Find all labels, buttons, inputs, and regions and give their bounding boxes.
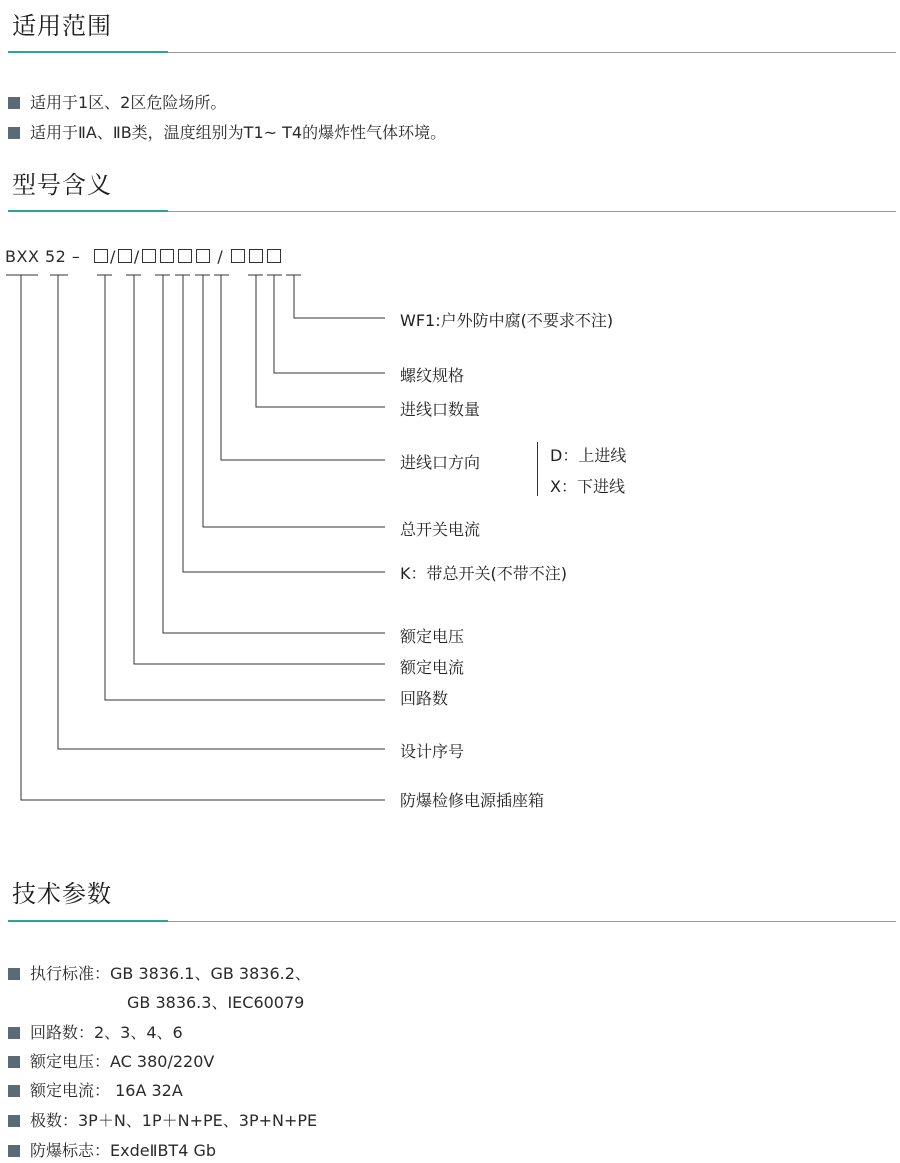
scope-item: 适用于ⅡA、ⅡB类，温度组别为T1~ T4的爆炸性气体环境。 — [8, 120, 446, 143]
model-title: 型号含义 — [12, 171, 112, 199]
model-code-prefix: BXX 52 – — [5, 247, 81, 266]
scope-title: 适用范围 — [12, 12, 112, 40]
scope-item: 适用于1区、2区危险场所。 — [8, 90, 226, 113]
square-bullet-icon — [8, 1085, 20, 1097]
label-rated-current: 额定电流 — [400, 658, 465, 677]
params-accent-bar — [8, 920, 168, 922]
model-code: BXX 52 – / / / — [5, 247, 283, 266]
label-main-current: 总开关电流 — [400, 520, 481, 539]
label-thread: 螺纹规格 — [400, 366, 465, 385]
label-rated-voltage: 额定电压 — [400, 627, 465, 646]
label-dir-d: D：上进线 — [550, 446, 627, 465]
square-bullet-icon — [8, 1115, 20, 1127]
param-current: 额定电流： 16A 32A — [8, 1078, 183, 1101]
label-main-switch: K：带总开关(不带不注) — [400, 564, 567, 583]
label-entry-count: 进线口数量 — [400, 400, 481, 419]
square-bullet-icon — [8, 1145, 20, 1157]
label-wf1: WF1:户外防中腐(不要求不注) — [400, 311, 614, 330]
param-standard-continued: GB 3836.3、IEC60079 — [127, 993, 305, 1012]
label-dir-x: X：下进线 — [550, 477, 625, 496]
square-bullet-icon — [8, 1027, 20, 1039]
param-circuits: 回路数：2、3、4、6 — [8, 1020, 183, 1043]
param-voltage: 额定电压：AC 380/220V — [8, 1049, 214, 1072]
square-bullet-icon — [8, 968, 20, 980]
label-circuits: 回路数 — [400, 689, 449, 708]
params-title: 技术参数 — [12, 880, 112, 908]
param-ex-mark: 防爆标志：ExdeⅡBT4 Gb — [8, 1138, 216, 1161]
label-product: 防爆检修电源插座箱 — [400, 791, 545, 810]
square-bullet-icon — [8, 1056, 20, 1068]
label-design-no: 设计序号 — [400, 742, 465, 761]
param-poles: 极数：3P＋N、1P＋N+PE、3P+N+PE — [8, 1108, 317, 1131]
direction-bracket — [537, 442, 538, 496]
param-standard: 执行标准：GB 3836.1、GB 3836.2、 — [8, 961, 311, 984]
label-entry-direction: 进线口方向 — [400, 453, 481, 472]
